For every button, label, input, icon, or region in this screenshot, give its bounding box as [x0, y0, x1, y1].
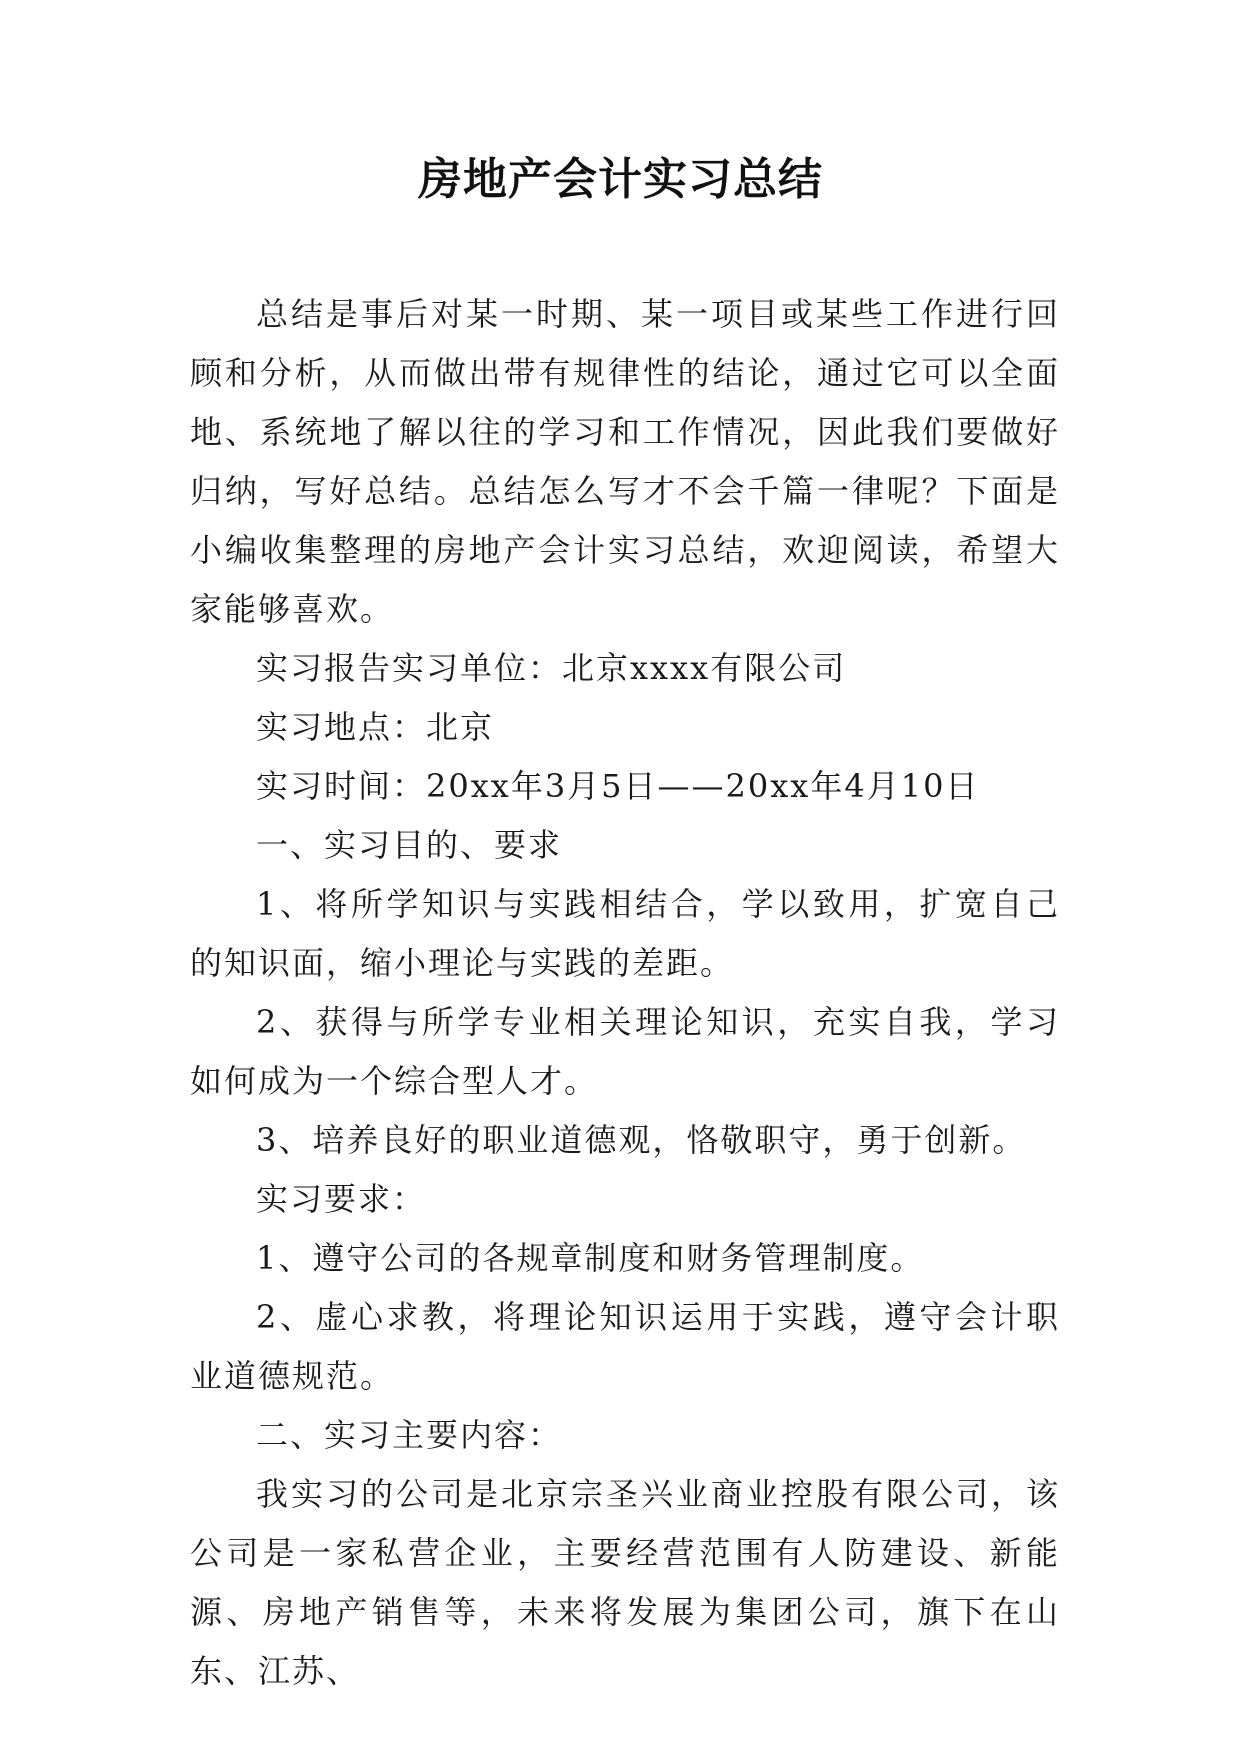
intro-paragraph: 总结是事后对某一时期、某一项目或某些工作进行回顾和分析，从而做出带有规律性的结论，通过它可以全面地、系统地了解以往的学习和工作情况，因此我们要做好归纳，写好总结。总结怎么写才不会千篇一律呢？下面是小编收集整理的房地产会计实习总结，欢迎阅读，希望大家能够喜欢。: [190, 295, 1060, 628]
internship-unit-line: 实习报告实习单位：北京xxxx有限公司: [256, 649, 847, 687]
section-heading-content: 二、实习主要内容：: [256, 1416, 563, 1454]
requirement-item-1: 1、遵守公司的各规章制度和财务管理制度。: [256, 1239, 925, 1277]
purpose-item-1: 1、将所学知识与实践相结合，学以致用，扩宽自己的知识面，缩小理论与实践的差距。: [190, 885, 1060, 982]
section-heading-purpose: 一、实习目的、要求: [256, 826, 563, 864]
internship-location-line: 实习地点：北京: [256, 708, 495, 746]
document-body: [190, 285, 1060, 1701]
purpose-item-2: 2、获得与所学专业相关理论知识，充实自我，学习如何成为一个综合型人才。: [190, 1003, 1060, 1100]
requirement-item-2: 2、虚心求教，将理论知识运用于实践，遵守会计职业道德规范。: [190, 1298, 1060, 1395]
purpose-item-3: 3、培养良好的职业道德观，恪敬职守，勇于创新。: [256, 1121, 1027, 1159]
content-paragraph: 我实习的公司是北京宗圣兴业商业控股有限公司，该公司是一家私营企业，主要经营范围有人防建设、新能源、房地产销售等，未来将发展为集团公司，旗下在山东、江苏、: [190, 1475, 1060, 1690]
internship-time-line: 实习时间：20xx年3月5日——20xx年4月10日: [256, 767, 980, 805]
requirements-heading: 实习要求：: [256, 1180, 427, 1218]
document-title: 房地产会计实习总结: [418, 154, 823, 205]
